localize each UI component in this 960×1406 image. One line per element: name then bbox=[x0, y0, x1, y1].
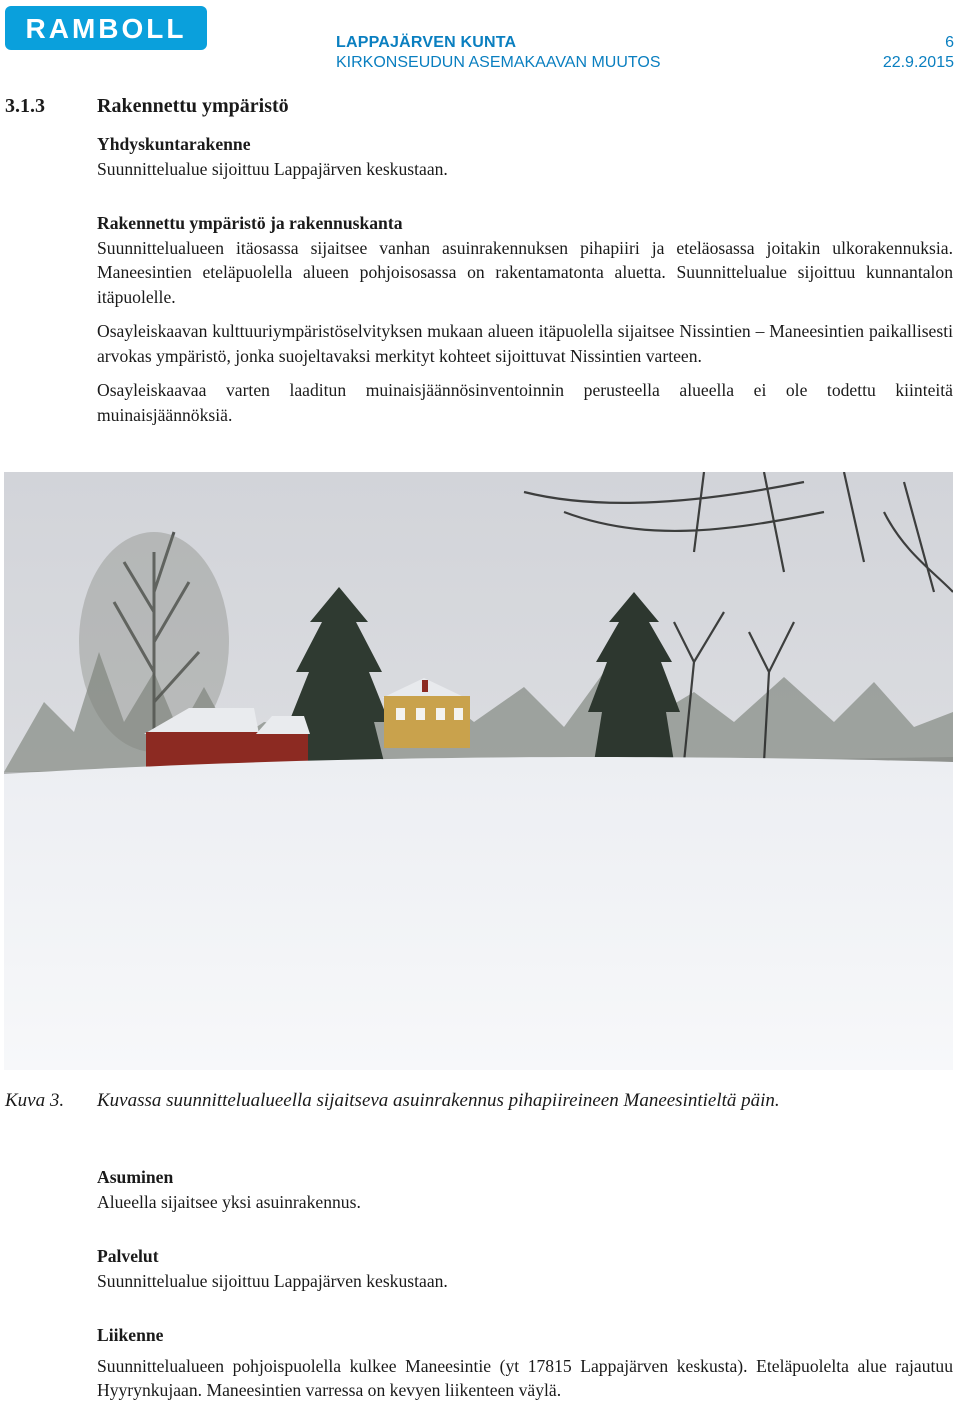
paragraph: Osayleiskaavan kulttuuriympäristöselvityksen mukaan alueen itäpuolella sijaitsee Nissintien – Maneesintien paikallisesti arvokas ympäristö, jonka suojeltavaksi merkityt kohteet sijoittuvat Nissintien varteen. bbox=[97, 321, 953, 366]
paragraph: Suunnittelualueen itäosassa sijaitsee vanhan asuinrakennuksen pihapiiri ja eteläosassa joitakin ulkorakennuksia. Maneesintien eteläpuolella alueen pohjoisosassa on rakentamatonta aluetta. Suunnittelualue sijoittuu kunnantalon itäpuolelle. bbox=[97, 237, 953, 307]
header-date: 22.9.2015 bbox=[882, 54, 954, 71]
photo-winter-yard bbox=[4, 472, 953, 1070]
subheading-rakennettu-ymparisto: Rakennettu ympäristö ja rakennuskanta bbox=[97, 213, 403, 233]
header-document-title: KIRKONSEUDUN ASEMAKAAVAN MUUTOS bbox=[336, 54, 661, 71]
logo-text: RAMBOLL bbox=[25, 13, 187, 44]
ramboll-logo bbox=[5, 6, 207, 50]
figure-caption: Kuvassa suunnittelualueella sijaitseva asuinrakennus pihapiireineen Maneesintieltä päin. bbox=[97, 1090, 780, 1111]
subheading-asuminen: Asuminen bbox=[97, 1167, 174, 1187]
block-palvelut bbox=[97, 1244, 953, 1293]
page-number: 6 bbox=[945, 34, 954, 51]
paragraph: Suunnittelualue sijoittuu Lappajärven keskustaan. bbox=[97, 158, 448, 179]
block-asuminen bbox=[97, 1165, 953, 1214]
paragraph: Osayleiskaavaa varten laaditun muinaisjäännösinventoinnin perusteella alueella ei ole todettu kiinteitä muinaisjäännöksiä. bbox=[97, 380, 953, 425]
subheading-liikenne: Liikenne bbox=[97, 1325, 164, 1345]
figure-label: Kuva 3. bbox=[5, 1090, 65, 1111]
paragraph: Alueella sijaitsee yksi asuinrakennus. bbox=[97, 1191, 361, 1212]
block-yhdyskuntarakenne bbox=[97, 132, 953, 181]
block-liikenne bbox=[97, 1323, 953, 1403]
paragraph: Suunnittelualueen pohjoispuolella kulkee Maneesintie (yt 17815 Lappajärven keskusta). Eteläpuolelta alue rajautuu Hyyrynkujaan. Maneesintien varressa on kevyen liikenteen väylä. bbox=[97, 1355, 953, 1400]
subheading-palvelut: Palvelut bbox=[97, 1246, 159, 1266]
header-organization: LAPPAJÄRVEN KUNTA bbox=[336, 34, 517, 51]
block-rakennettu-ymparisto bbox=[97, 211, 953, 427]
subheading-yhdyskuntarakenne: Yhdyskuntarakenne bbox=[97, 134, 251, 154]
paragraph: Suunnittelualue sijoittuu Lappajärven keskustaan. bbox=[97, 1270, 448, 1291]
section-title: Rakennettu ympäristö bbox=[97, 95, 289, 117]
section-number: 3.1.3 bbox=[5, 95, 45, 117]
